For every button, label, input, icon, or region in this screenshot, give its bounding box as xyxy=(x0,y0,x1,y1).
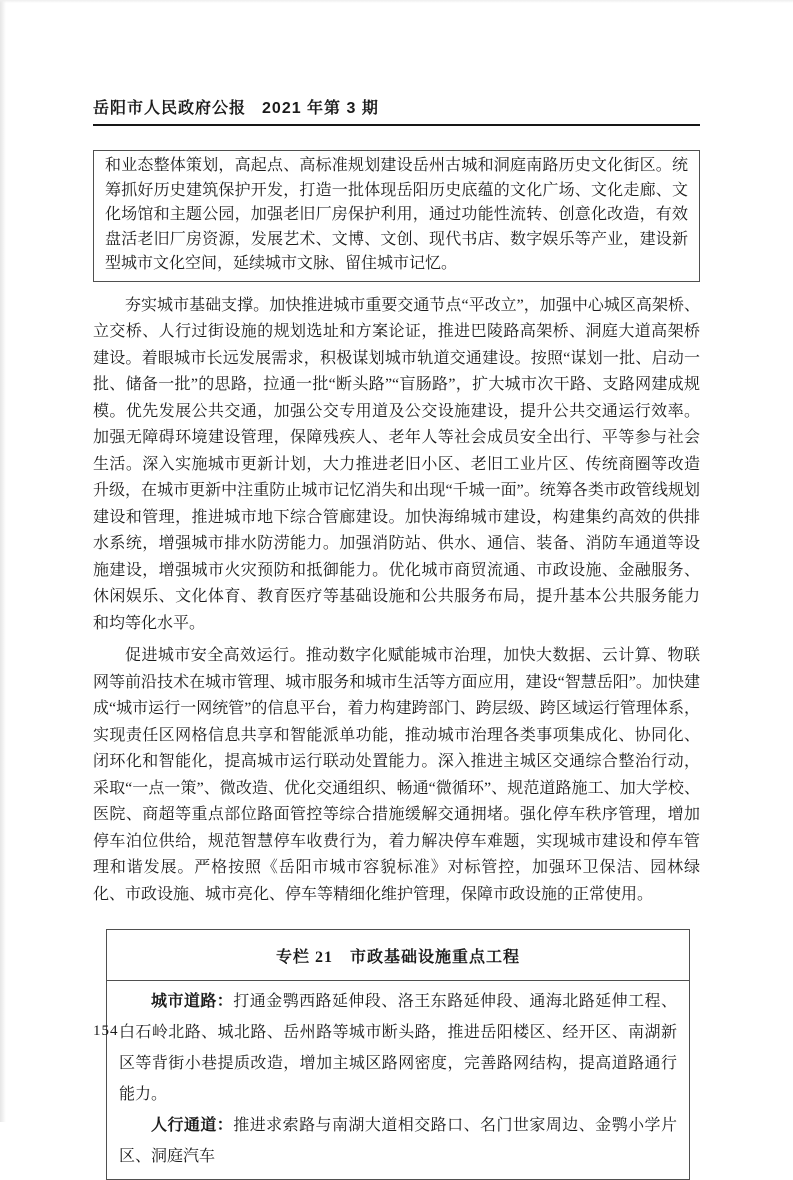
scan-edge-left xyxy=(0,0,6,1122)
paragraph-city-operation: 促进城市安全高效运行。推动数字化赋能城市治理，加快大数据、云计算、物联网等前沿技术在城市管理、城市服务和城市生活等方面应用，建设“智慧岳阳”。加快建成“城市运行一网统管”的信息平台，着力构建跨部门、跨层级、跨区域运行管理体系，实现责任区网格信息共享和智能派单功能，推动城市治理各类事项集成化、协同化、闭环化和智能化，提高城市运行联动处置能力。深入推进主城区交通综合整治行动，采取“一点一策”、微改造、优化交通组织、畅通“微循环”、规范道路施工、加大学校、医院、商超等重点部位路面管控等综合措施缓解交通拥堵。强化停车秩序管理，增加停车泊位供给，规范智慧停车收费行为，着力解决停车难题，实现城市建设和停车管理和谐发展。严格按照《岳阳市城市容貌标准》对标管控，加强环卫保洁、园林绿化、市政设施、城市亮化、停车等精细化维护管理，保障市政设施的正常使用。 xyxy=(93,647,700,903)
continuation-box xyxy=(93,150,700,282)
feature-item-label: 人行通道： xyxy=(151,1117,234,1134)
feature-box-title: 专栏 21 市政基础设施重点工程 xyxy=(107,930,689,981)
paragraph-city-infrastructure: 夯实城市基础支撑。加快推进城市重要交通节点“平改立”，加强中心城区高架桥、立交桥、人行过街设施的规划选址和方案论证，推进巴陵路高架桥、洞庭大道高架桥建设。着眼城市长远发展需求，积极谋划城市轨道交通建设。按照“谋划一批、启动一批、储备一批”的思路，拉通一批“断头路”“盲肠路”，扩大城市次干路、支路网建成规模。优先发展公共交通，加强公交专用道及公交设施建设，提升公共交通运行效率。加强无障碍环境建设管理，保障残疾人、老年人等社会成员安全出行、平等参与社会生活。深入实施城市更新计划，大力推进老旧小区、老旧工业片区、传统商圈等改造升级，在城市更新中注重防止城市记忆消失和出现“千城一面”。统筹各类市政管线规划建设和管理，推进城市地下综合管廊建设。加快海绵城市建设，构建集约高效的供排水系统，增强城市排水防涝能力。加强消防站、供水、通信、装备、消防车通道等设施建设，增强城市火灾预防和抵御能力。优化城市商贸流通、市政设施、金融服务、休闲娱乐、文化体育、教育医疗等基础设施和公共服务布局，提升基本公共服务能力和均等化水平。 xyxy=(93,296,700,632)
feature-item-walkways xyxy=(119,1110,677,1172)
feature-item-label: 城市道路： xyxy=(151,993,234,1010)
feature-item-text: 打通金鹗西路延伸段、洛王东路延伸段、通海北路延伸工程、白石岭北路、城北路、岳州路等城市断头路，推进岳阳楼区、经开区、南湖新区等背街小巷提质改造，增加主城区路网密度，完善路网结构，提高道路通行能力。 xyxy=(119,993,677,1103)
issue-label: 2021 年第 3 期 xyxy=(262,100,379,117)
page-content xyxy=(93,95,700,1180)
page-number: 154 xyxy=(93,1023,119,1039)
continuation-text: 和业态整体策划，高起点、高标准规划建设岳州古城和洞庭南路历史文化街区。统筹抓好历史建筑保护开发，打造一批体现岳阳历史底蕴的文化广场、文化走廊、文化场馆和主题公园，加强老旧厂房保护利用，通过功能性流转、创意化改造，有效盘活老旧厂房资源，发展艺术、文博、文创、现代书店、数字娱乐等产业，建设新型城市文化空间，延续城市文脉、留住城市记忆。 xyxy=(105,157,688,272)
scan-edge-top xyxy=(0,0,793,3)
gazette-title: 岳阳市人民政府公报 xyxy=(93,100,247,117)
feature-item-text: 推进求索路与南湖大道相交路口、名门世家周边、金鹗小学片区、洞庭汽车 xyxy=(119,1117,677,1165)
feature-item-roads xyxy=(119,986,677,1110)
page-header xyxy=(93,95,700,118)
header-rule xyxy=(93,124,700,126)
feature-box xyxy=(106,929,690,1180)
feature-box-body xyxy=(107,981,689,1179)
